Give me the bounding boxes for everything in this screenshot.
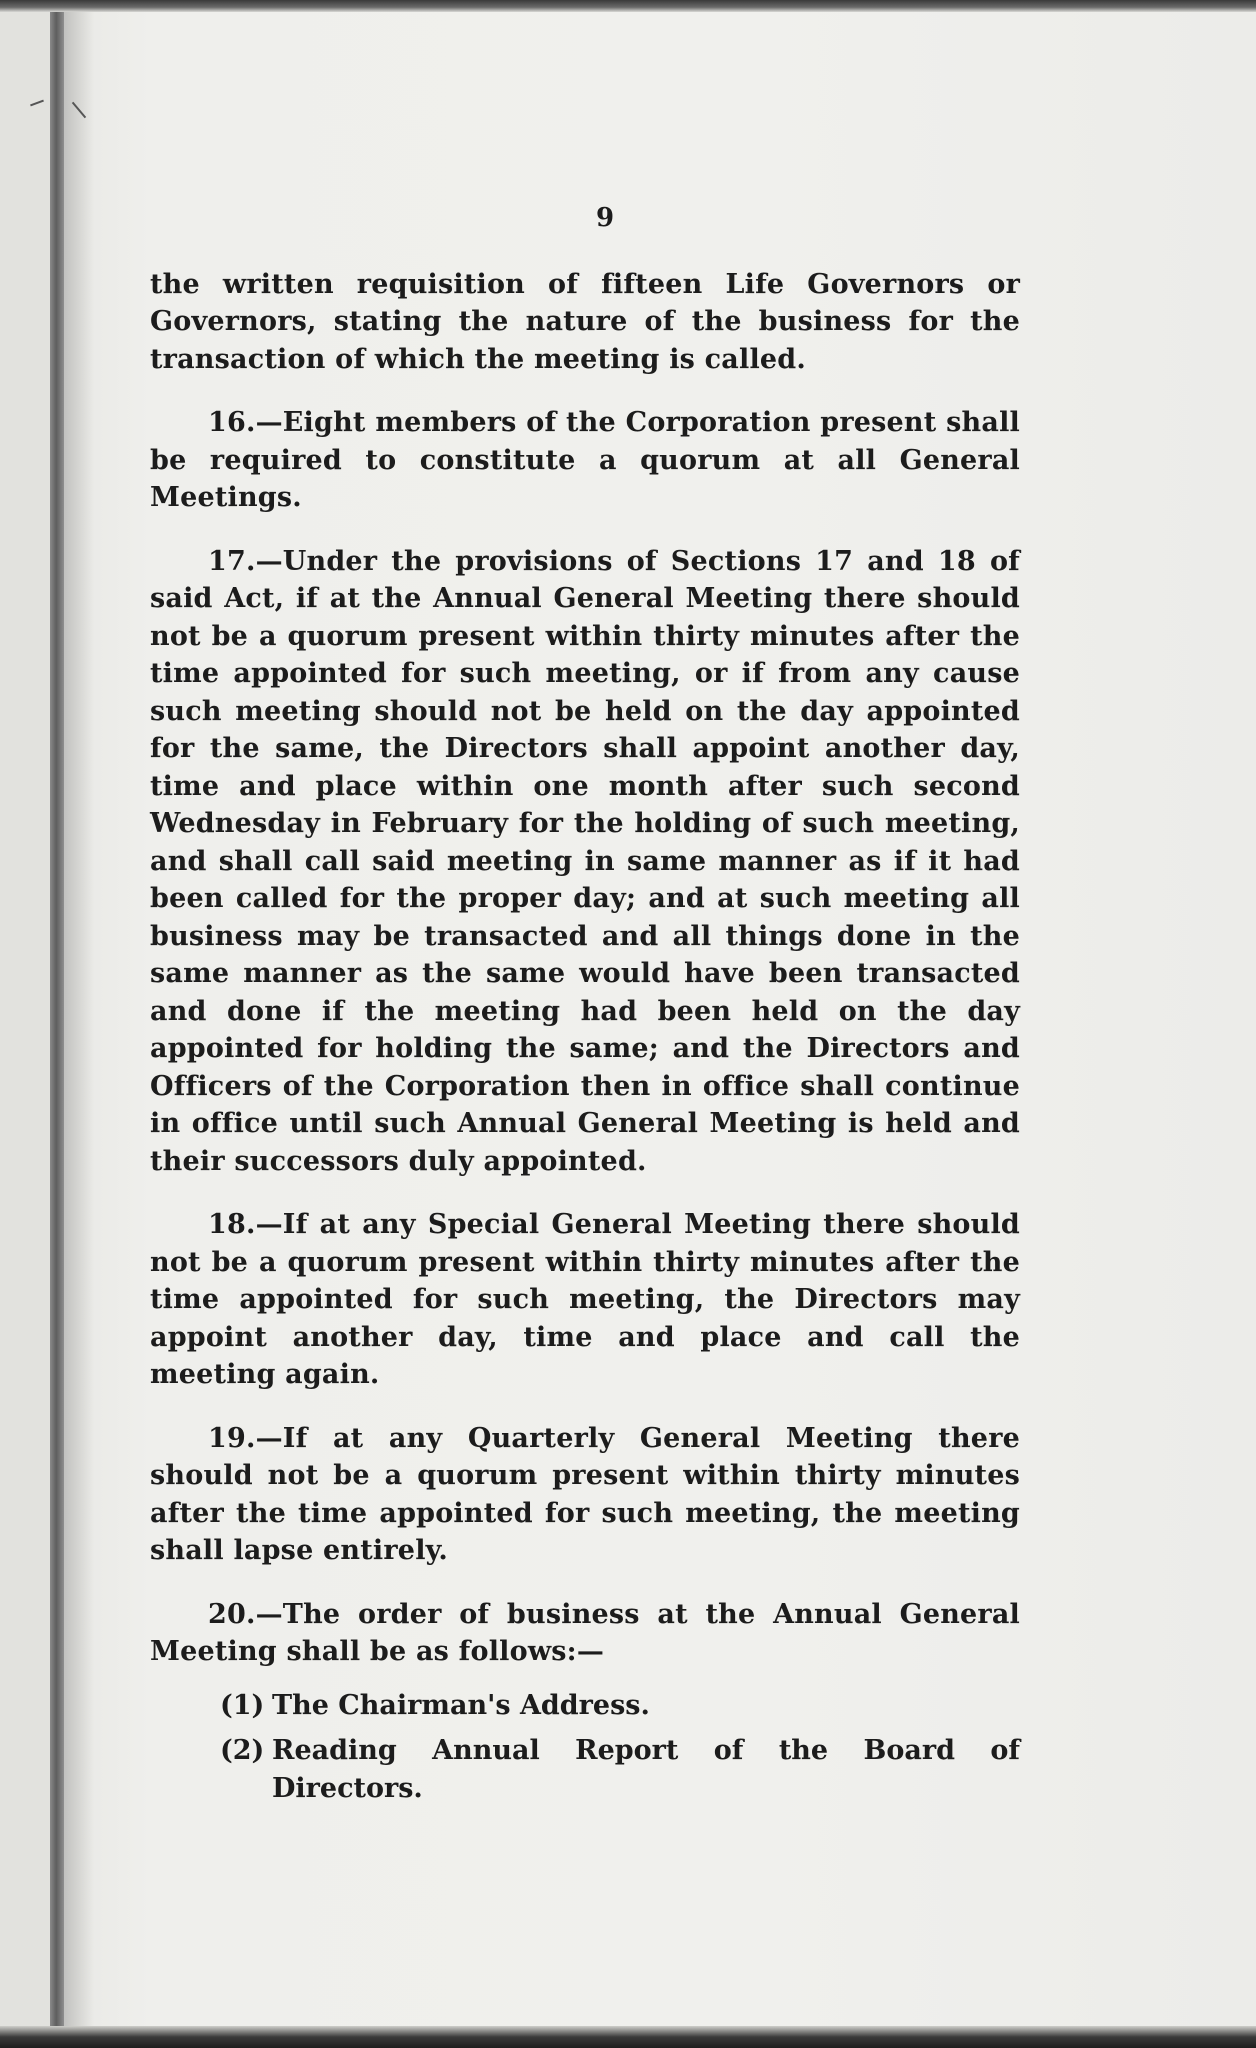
list-text: Reading Annual Report of the Board of Directors. — [272, 1735, 1020, 1804]
list-number: (2) — [220, 1735, 265, 1766]
list-text: The Chairman's Address. — [272, 1689, 650, 1721]
list-item — [150, 1732, 1020, 1807]
page-number: 9 — [595, 203, 615, 233]
paragraph-16: 16.—Eight members of the Corporation present shall be required to constitute a quorum at all General Meetings. — [150, 407, 1020, 513]
top-page-edge — [0, 0, 1256, 12]
bottom-page-edge — [0, 2026, 1256, 2048]
left-margin — [0, 0, 50, 2048]
page-text — [150, 200, 1020, 1815]
paragraph-continued: the written requisition of fifteen Life Governors or Governors, stating the nature of the business for the transaction of which the meeting is called. — [150, 268, 1020, 375]
paragraph-20: 20.—The order of business at the Annual General Meeting shall be as follows:— — [150, 1598, 1020, 1667]
binding-shadow — [64, 0, 94, 2048]
binding-spine — [50, 0, 64, 2048]
list-item — [150, 1687, 1020, 1725]
paragraph-18: 18.—If at any Special General Meeting there should not be a quorum present within thirty minutes after the time appointed for such meeting, the Directors may appoint another day, time and place and call the meeting again. — [150, 1209, 1020, 1390]
paragraph-17: 17.—Under the provisions of Sections 17 and 18 of said Act, if at the Annual General Meeting there should not be a quorum present within thirty minutes after the time appointed for such meeting, or if from any cause such meeting should not be held on the day appointed for the same, the Directors shall appoint another day, time and place within one month after such second Wednesday in February for the holding of such meeting, and shall call said meeting in same manner as if it had been called for the proper day; and at such meeting all business may be transacted and all things done in the same manner as the same would have been transacted and done if the meeting had been held on the day appointed for holding the same; and the Directors and Officers of the Corporation then in office shall continue in office until such Annual General Meeting is held and their successors duly appointed. — [150, 545, 1020, 1177]
paragraph-19: 19.—If at any Quarterly General Meeting there should not be a quorum present within thirty minutes after the time appointed for such meeting, the meeting shall lapse entirely. — [150, 1422, 1020, 1566]
list-number: (1) — [220, 1689, 265, 1721]
